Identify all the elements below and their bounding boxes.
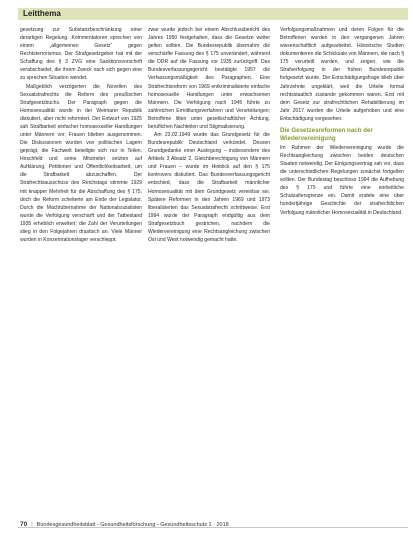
paragraph: Am 23.02.1949 wurde das Grundgesetz für die Bundesrepublik Deutschland verkündet. Dessen Grundgedanke einer Auslegung – insbesondere des Artikels 3 Absatz 2, Gleichberechtigung von Männern und Frauen – wurde im Hinblick auf den § 175 kontrovers diskutiert. Das Bundesverfassungsgericht entschied, dass die Strafbarkeit männlicher Homosexualität mit dem Grundgesetz vereinbar sei. Spätere Reformen in den Jahren 1969 und 1973 liberalisierten das Sexualstrafrecht schrittweise. Erst 1994 wurde der Paragraph endgültig aus dem Strafgesetzbuch gestrichen, nachdem die Wiedervereinigung eine Rechtsangleichung zwischen Ost und West notwendig gemacht hatte. xyxy=(148,132,270,244)
page-footer xyxy=(20,521,229,529)
journal-citation: Bundesgesundheitsblatt - Gesundheitsforschung - Gesundheitsschutz 1 · 2018 xyxy=(36,522,229,528)
footer-separator: | xyxy=(31,522,33,528)
text-column-1 xyxy=(20,26,142,244)
paragraph: gesetzung zur Substanzbeschränkung einer derartigen Regelung. Kommentatoren sprechen von einem „allgemeinen Gesetz“ gegen Rechtsterrorismus. Der Strafgesetzgeber hat mit der Schaffung des § 3 ZVG eine Sanktionsvorschrift verabschiedet, die ihrem Zweck nach sich gegen eine zu sprechen Situation wendet. xyxy=(20,27,142,82)
section-heading: Die Gesetzesreformen nach der Wiedervereinigung xyxy=(280,126,373,142)
page-number: 70 xyxy=(20,521,28,528)
paragraph: Maßgeblich verzögerten die Novellen des Sexualstrafrechts die Reform des preußischen Strafgesetzbuchs. Der Paragraph gegen die Homosexualität wurde in der Weimarer Republik diskutiert, aber nicht reformiert. Der Entwurf von 1925 sah Strafbarkeit einfacher homosexueller Handlungen unter Männern vor; Frauen blieben ausgenommen. Die Diskussionen wurden von politischen Lagern geprägt, die Fachwelt beteiligte sich nur in Teilen. Hirschfeld und seine Mitstreiter setzten auf Aufklärung, Petitionen und Öffentlichkeitsarbeit, um die Strafbarkeit abzuschaffen. Der Strafrechtsausschuss des Reichstags stimmte 1929 mit knapper Mehrheit für die Abschaffung des § 175, doch die Reform scheiterte am Ende der Legislatur. Durch die Machtübernahme der Nationalsozialisten wurde die Verfolgung verschärft und der Tatbestand 1935 erheblich erweitert; die Zahl der Verurteilungen stieg in den Folgejahren drastisch an. Viele Männer wurden in Konzentrationslager verschleppt. xyxy=(20,83,142,244)
section-label: Leitthema xyxy=(23,9,61,18)
text-column-2 xyxy=(148,26,270,244)
paragraph: Verfolgungsmaßnahmen und deren Folgen für die Betroffenen wurden in den vergangenen Jahren wissenschaftlich aufgearbeitet. Historische Studien dokumentieren die Schicksale von Männern, die nach § 175 verurteilt wurden, und zeigen, wie die Strafverfolgung in der frühen Bundesrepublik fortgesetzt wurde. Die Entschädigungsfrage blieb über Jahrzehnte ungeklärt, weil die Urteile formal rechtsstaatlich zustande gekommen waren. Erst mit dem Gesetz zur strafrechtlichen Rehabilitierung im Jahr 2017 wurden die Urteile aufgehoben und eine Entschädigung vorgesehen. xyxy=(280,27,405,122)
paragraph: zwar wurde jedoch bei einem Abschlussbericht des Jahres 1950 festgehalten, dass die Gesetze weiter gelten sollten. Die Bundesrepublik übernahm die verschärfte Fassung des § 175 unverändert, während die DDR auf die Fassung vor 1935 zurückgriff. Das Bundesverfassungsgericht bestätigte 1957 die Verfassungsmäßigkeit des Paragraphen. Eine Strafrechtsreform von 1969 entkriminalisierte einfache homosexuelle Handlungen unter erwachsenen Männern. Die Verfolgung nach 1945 führte zu zahlreichen Ermittlungsverfahren und Verurteilungen; Betroffene litten unter gesellschaftlicher Ächtung, beruflichen Nachteilen und Stigmatisierung. xyxy=(148,27,270,130)
section-header-band xyxy=(18,8,408,20)
text-column-3 xyxy=(280,26,404,217)
paragraph: Im Rahmen der Wiedervereinigung wurde die Rechtsangleichung zwischen beiden deutschen Staaten notwendig. Der Einigungsvertrag sah vor, dass die unterschiedlichen Regelungen zunächst fortgelten sollten. Der Bundestag beschloss 1994 die Aufhebung des § 175 und führte eine einheitliche Schutzaltersgrenze ein. Damit endete eine über hundertjährige Geschichte der strafrechtlichen Verfolgung männlicher Homosexualität in Deutschland. xyxy=(280,144,404,216)
